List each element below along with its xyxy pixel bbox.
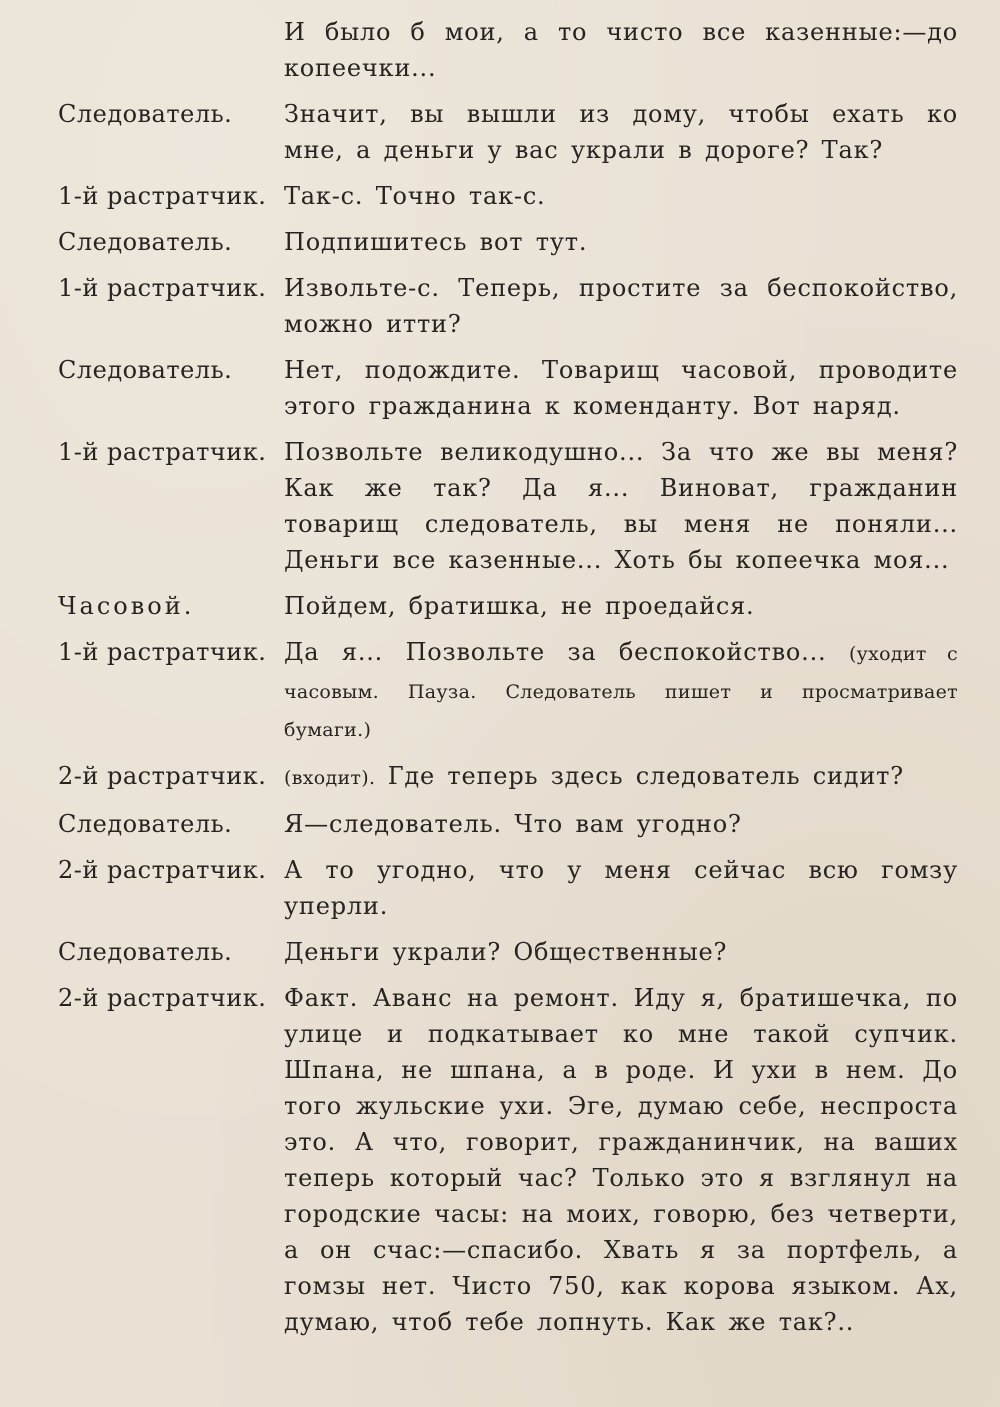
dialogue-text-main: Где теперь здесь следователь сидит? — [387, 762, 904, 790]
dialogue-text-main: Да я... Позвольте за беспокойство... — [284, 638, 827, 666]
speaker-name: 1-й растратчик. — [58, 274, 267, 302]
speaker-name: Следователь. — [58, 938, 233, 966]
dialogue-row — [58, 852, 958, 924]
speaker-name: 1-й растратчик. — [58, 182, 267, 210]
dialogue-row — [58, 178, 958, 214]
dialogue-text — [284, 634, 958, 748]
dialogue-text: Деньги украли? Общественные? — [284, 938, 728, 966]
dialogue-text: И было б мои, а то чисто все казенные:—до копеечки... — [284, 18, 958, 82]
dialogue-text: Факт. Аванс на ремонт. Иду я, братишечка, по улице и подкатывает ко мне такой супчик. Шпана, не шпана, а в роде. И ухи в нем. До того жульские ухи. Эге, думаю себе, неспроста это. А что, говорит, гражданинчик, на ваших теперь который час? Только это я взглянул на городские часы: на моих, говорю, без четверти, а он счас:—спасибо. Хвать я за портфель, а гомзы нет. Чисто 750, как корова языком. Ах, думаю, чтоб тебе лопнуть. Как же так?.. — [284, 984, 958, 1336]
dialogue-text: Нет, подождите. Товарищ часовой, проводите этого гражданина к коменданту. Вот наряд. — [284, 356, 958, 420]
dialogue-text: Я—следователь. Что вам угодно? — [284, 810, 742, 838]
dialogue-text: Извольте-с. Теперь, простите за беспокойство, можно итти? — [284, 274, 958, 338]
speaker-name: Часовой. — [58, 592, 195, 620]
dialogue-row — [58, 270, 958, 342]
speaker-name: 2-й растратчик. — [58, 856, 267, 884]
dialogue-text — [284, 758, 958, 796]
dialogue-text: Пойдем, братишка, не проедайся. — [284, 592, 755, 620]
speaker-name: Следователь. — [58, 228, 233, 256]
dialogue-row — [58, 14, 958, 86]
speaker-name: Следователь. — [58, 100, 233, 128]
dialogue-row — [58, 980, 958, 1340]
dialogue-text: А то угодно, что у меня сейчас всю гомзу уперли. — [284, 856, 958, 920]
dialogue-row — [58, 588, 958, 624]
dialogue-text: Значит, вы вышли из дому, чтобы ехать ко мне, а деньги у вас украли в дороге? Так? — [284, 100, 958, 164]
dialogue-row — [58, 96, 958, 168]
dialogue-row — [58, 806, 958, 842]
dialogue-text: Подпишитесь вот тут. — [284, 228, 588, 256]
dialogue-row — [58, 934, 958, 970]
dialogue-row — [58, 634, 958, 748]
dialogue-row — [58, 352, 958, 424]
speaker-name: 1-й растратчик. — [58, 438, 267, 466]
dialogue-row — [58, 758, 958, 796]
speaker-name: Следователь. — [58, 810, 233, 838]
speaker-name: Следователь. — [58, 356, 233, 384]
speaker-name: 1-й растратчик. — [58, 638, 267, 666]
dialogue-row — [58, 224, 958, 260]
stage-direction: (входит). — [284, 767, 376, 789]
play-script — [58, 14, 958, 1350]
stage-direction: (уходит с часовым. Пауза. Следователь пишет и просматривает бумаги.) — [284, 643, 958, 741]
speaker-name: 2-й растратчик. — [58, 984, 267, 1012]
speaker-name: 2-й растратчик. — [58, 762, 267, 790]
dialogue-text: Так-с. Точно так-с. — [284, 182, 546, 210]
dialogue-text: Позвольте великодушно... За что же вы меня? Как же так? Да я... Виноват, гражданин товарищ следователь, вы меня не поняли... Деньги все казенные... Хоть бы копеечка моя... — [284, 438, 958, 574]
dialogue-row — [58, 434, 958, 578]
